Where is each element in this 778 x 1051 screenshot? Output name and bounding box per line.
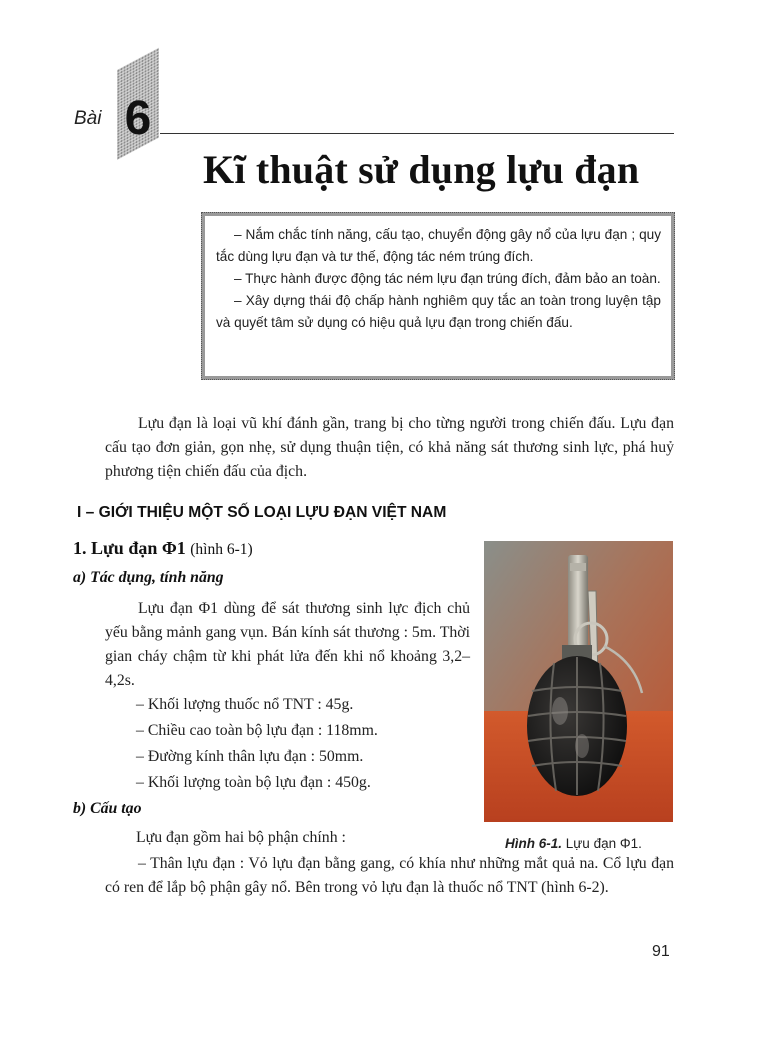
figure-caption [505, 836, 642, 851]
objective-item: – Xây dựng thái độ chấp hành nghiêm quy tắc an toàn trong luyện tập và quyết tâm sử dụng có hiệu quả lựu đạn trong chiến đấu. [216, 293, 661, 330]
part-b-heading: b) Cấu tạo [73, 800, 142, 817]
part-b-paragraph: – Thân lựu đạn : Vỏ lựu đạn bằng gang, có khía như những mắt quả na. Cổ lựu đạn có ren để lắp bộ phận gây nổ. Bên trong vỏ lựu đạn là thuốc nổ TNT (hình 6-2). [105, 855, 674, 896]
spec-item: – Chiều cao toàn bộ lựu đạn : 118mm. [136, 722, 378, 739]
grenade-photo [484, 541, 673, 822]
subsection-heading [73, 538, 253, 559]
header-rule [160, 133, 674, 134]
objectives-box [201, 212, 675, 380]
part-a-paragraph: Lựu đạn Φ1 dùng để sát thương sinh lực địch chủ yếu bằng mảnh gang vụn. Bán kính sát thương : 5m. Thời gian cháy chậm từ khi phát lửa đến khi nổ khoảng 3,2– 4,2s. [105, 600, 471, 689]
part-b-line: Lựu đạn gồm hai bộ phận chính : [136, 829, 346, 846]
spec-item: – Khối lượng toàn bộ lựu đạn : 450g. [136, 774, 371, 791]
subsection-title: 1. Lựu đạn Φ1 [73, 538, 186, 558]
spec-item: – Khối lượng thuốc nổ TNT : 45g. [136, 696, 354, 713]
page-title: Kĩ thuật sử dụng lựu đạn [203, 147, 640, 192]
lesson-number: 6 [124, 91, 152, 145]
objective-item: – Nắm chắc tính năng, cấu tạo, chuyển động gây nổ của lựu đạn ; quy tắc dùng lựu đạn và tư thế, động tác ném trúng đích. [216, 227, 661, 264]
objective-item: – Thực hành được động tác ném lựu đạn trúng đích, đảm bảo an toàn. [234, 271, 661, 286]
lesson-label: Bài [74, 108, 102, 129]
caption-label: Hình 6-1. [505, 836, 563, 851]
page-number: 91 [652, 943, 670, 960]
section-heading: I – GIỚI THIỆU MỘT SỐ LOẠI LỰU ĐẠN VIỆT NAM [77, 504, 447, 521]
intro-paragraph: Lựu đạn là loại vũ khí đánh gần, trang bị cho từng người trong chiến đấu. Lựu đạn cấu tạo đơn giản, gọn nhẹ, sử dụng thuận tiện, có khả năng sát thương sinh lực, phá huỷ phương tiện chiến đấu của địch. [105, 415, 674, 480]
spec-item: – Đường kính thân lựu đạn : 50mm. [136, 748, 364, 765]
subsection-ref: (hình 6-1) [190, 541, 253, 558]
caption-text: Lựu đạn Φ1. [562, 836, 642, 851]
part-a-heading: a) Tác dụng, tính năng [73, 569, 224, 586]
